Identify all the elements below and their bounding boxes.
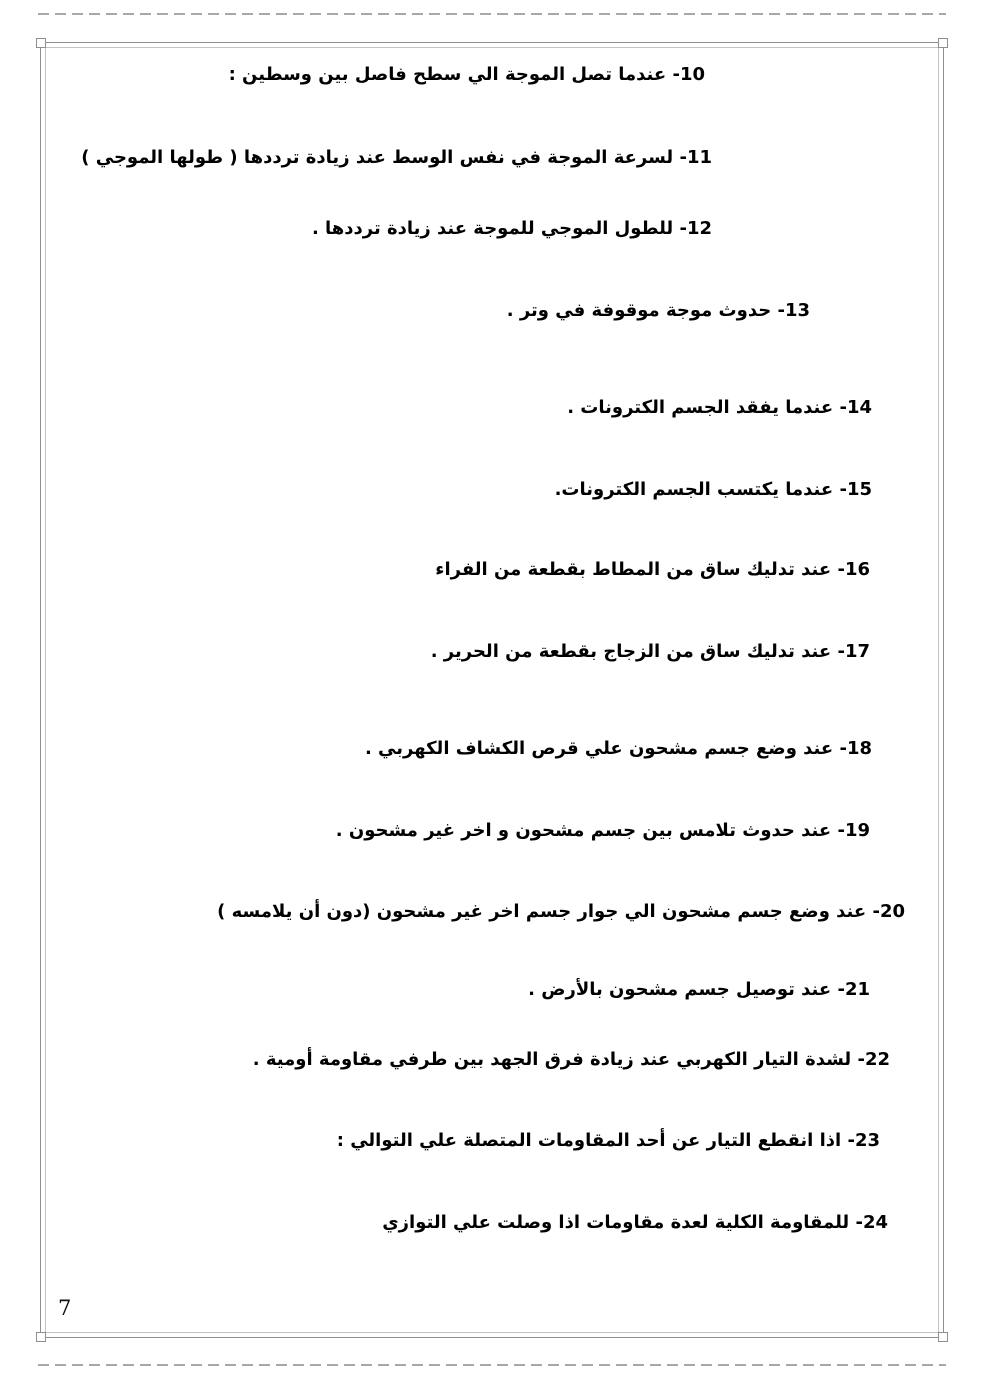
question-item: 10- عندما تصل الموجة الي سطح فاصل بين وسطين : [228, 64, 705, 85]
question-item: 15- عندما يكتسب الجسم الكترونات. [554, 479, 872, 500]
question-item: 17- عند تدليك ساق من الزجاج بقطعة من الحرير . [430, 641, 870, 662]
question-item: 13- حدوث موجة موقوفة في وتر . [506, 300, 810, 321]
question-item: 12- للطول الموجي للموجة عند زيادة ترددها . [311, 218, 712, 239]
question-item: 19- عند حدوث تلامس بين جسم مشحون و اخر غير مشحون . [335, 820, 870, 841]
border-corner-bottom-right [938, 1332, 948, 1342]
question-item: 14- عندما يفقد الجسم الكترونات . [567, 397, 872, 418]
top-dashed-rule [38, 13, 946, 15]
question-item: 11- لسرعة الموجة في نفس الوسط عند زيادة ترددها ( طولها الموجي ) [81, 147, 712, 168]
question-item: 18- عند وضع جسم مشحون علي قرص الكشاف الكهربي . [364, 738, 872, 759]
bottom-dashed-rule [38, 1364, 946, 1366]
border-corner-top-left [36, 38, 46, 48]
question-item: 24- للمقاومة الكلية لعدة مقاومات اذا وصلت علي التوازي [382, 1212, 888, 1233]
question-item: 16- عند تدليك ساق من المطاط بقطعة من الفراء [435, 559, 870, 580]
border-corner-bottom-left [36, 1332, 46, 1342]
page-number: 7 [58, 1296, 72, 1320]
question-item: 21- عند توصيل جسم مشحون بالأرض . [528, 979, 870, 1000]
question-item: 20- عند وضع جسم مشحون الي جوار جسم اخر غير مشحون (دون أن يلامسه ) [217, 901, 905, 922]
question-item: 23- اذا انقطع التيار عن أحد المقاومات المتصلة علي التوالي : [336, 1130, 880, 1151]
border-corner-top-right [938, 38, 948, 48]
question-item: 22- لشدة التيار الكهربي عند زيادة فرق الجهد بين طرفي مقاومة أومية . [252, 1049, 890, 1070]
